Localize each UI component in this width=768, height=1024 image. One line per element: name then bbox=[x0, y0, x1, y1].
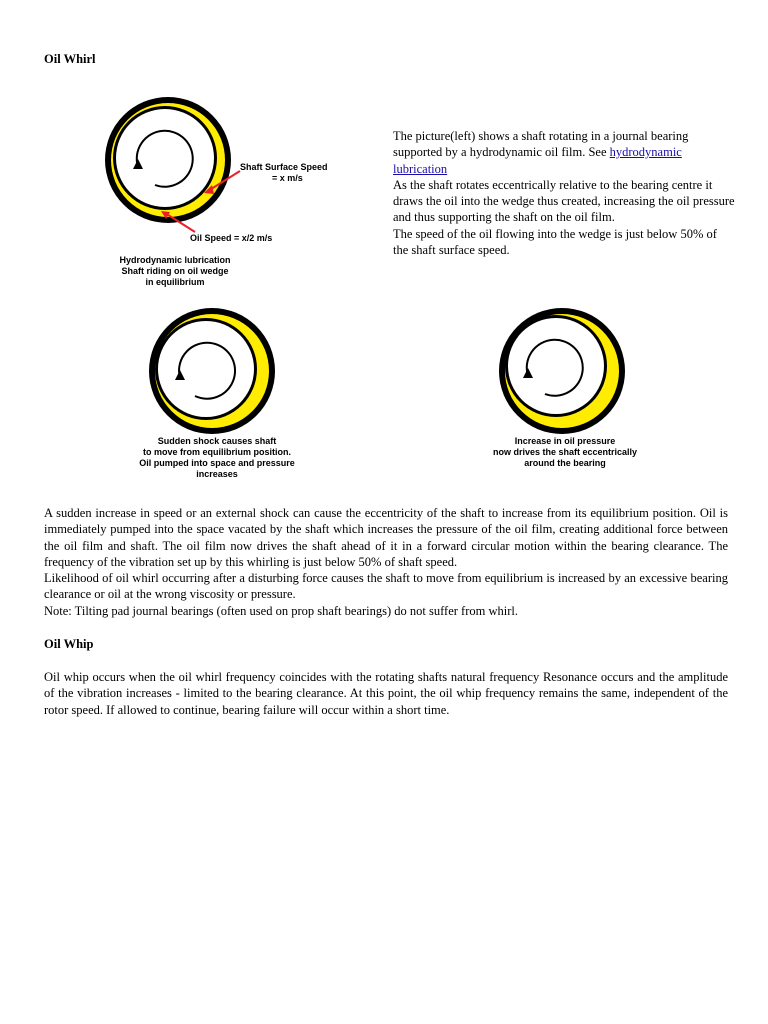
intro-paragraph bbox=[393, 128, 735, 258]
fig1-caption-2: Shaft riding on oil wedge bbox=[121, 266, 229, 276]
intro-line-4: The speed of the oil flowing into the wedge is just below 50% of the shaft surface speed. bbox=[393, 226, 717, 258]
oil-whirl-note: Note: Tilting pad journal bearings (often used on prop shaft bearings) do not suffer from whirl. bbox=[44, 603, 518, 618]
fig3-caption-3: around the bearing bbox=[524, 458, 606, 468]
oil-whirl-paragraph-1: A sudden increase in speed or an external shock can cause the eccentricity of the shaft to increase from its equilibrium position. Oil is immediately pumped into the space vacated by the shaft which increases the pressure of the oil film, creating additional force between the oil film and shaft. The oil film now drives the shaft ahead of it in a forward circular motion within the bearing clearance. The frequency of the vibration set up by this whirling is just below 50% of shaft speed. bbox=[44, 506, 728, 569]
fig1-caption-1: Hydrodynamic lubrication bbox=[119, 255, 231, 265]
fig2-caption-1: Sudden shock causes shaft bbox=[157, 436, 277, 446]
figure-equilibrium bbox=[100, 95, 350, 290]
intro-line-1: The picture(left) shows a shaft rotating in a journal bearing bbox=[393, 129, 689, 143]
fig2-caption-2: to move from equilibrium position. bbox=[142, 447, 292, 457]
shaft-face bbox=[116, 109, 214, 207]
oil-whirl-body bbox=[44, 505, 728, 619]
figure-sudden-shock bbox=[120, 308, 335, 483]
shaft-face bbox=[508, 318, 604, 414]
fig3-caption-1: Increase in oil pressure bbox=[514, 436, 616, 446]
shaft-speed-value: = x m/s bbox=[272, 173, 303, 183]
fig3-caption-2: now drives the shaft eccentrically bbox=[492, 447, 638, 457]
fig1-caption-3: in equilibrium bbox=[145, 277, 205, 287]
heading-oil-whirl: Oil Whirl bbox=[44, 52, 96, 66]
oil-whirl-paragraph-2: Likelihood of oil whirl occurring after a disturbing force causes the shaft to move from equilibrium is increased by an excessive bearing clearance or oil at the wrong viscosity or pressure. bbox=[44, 571, 728, 602]
intro-line-2: supported by a hydrodynamic oil film. See bbox=[393, 145, 610, 160]
shaft-face bbox=[158, 321, 254, 417]
bearing-diagram-3 bbox=[470, 308, 670, 473]
shaft-surface-speed-label: Shaft Surface Speed bbox=[240, 162, 328, 172]
hydrodynamic-lubrication-link[interactable]: hydrodynamic lubrication bbox=[393, 145, 682, 176]
bearing-diagram-1 bbox=[100, 95, 350, 290]
heading-oil-whip: Oil Whip bbox=[44, 637, 94, 651]
bearing-diagram-2 bbox=[120, 308, 335, 483]
oil-whip-paragraph: Oil whip occurs when the oil whirl frequency coincides with the rotating shafts natural frequency Resonance occurs and the amplitude of the vibration increases - limited to the bearing clearance. At this point, the oil whip frequency remains the same, independent of the rotor speed. If allowed to continue, bearing failure will occur within a short time. bbox=[44, 670, 728, 717]
figure-increased-pressure bbox=[470, 308, 670, 473]
fig2-caption-3: Oil pumped into space and pressure bbox=[139, 458, 295, 468]
intro-line-3: As the shaft rotates eccentrically relative to the bearing centre it draws the oil into the wedge thus created, increasing the oil pressure and thus supporting the shaft on the oil film. bbox=[393, 177, 735, 225]
fig2-caption-4: increases bbox=[196, 469, 238, 479]
oil-speed-label: Oil Speed = x/2 m/s bbox=[190, 233, 273, 243]
